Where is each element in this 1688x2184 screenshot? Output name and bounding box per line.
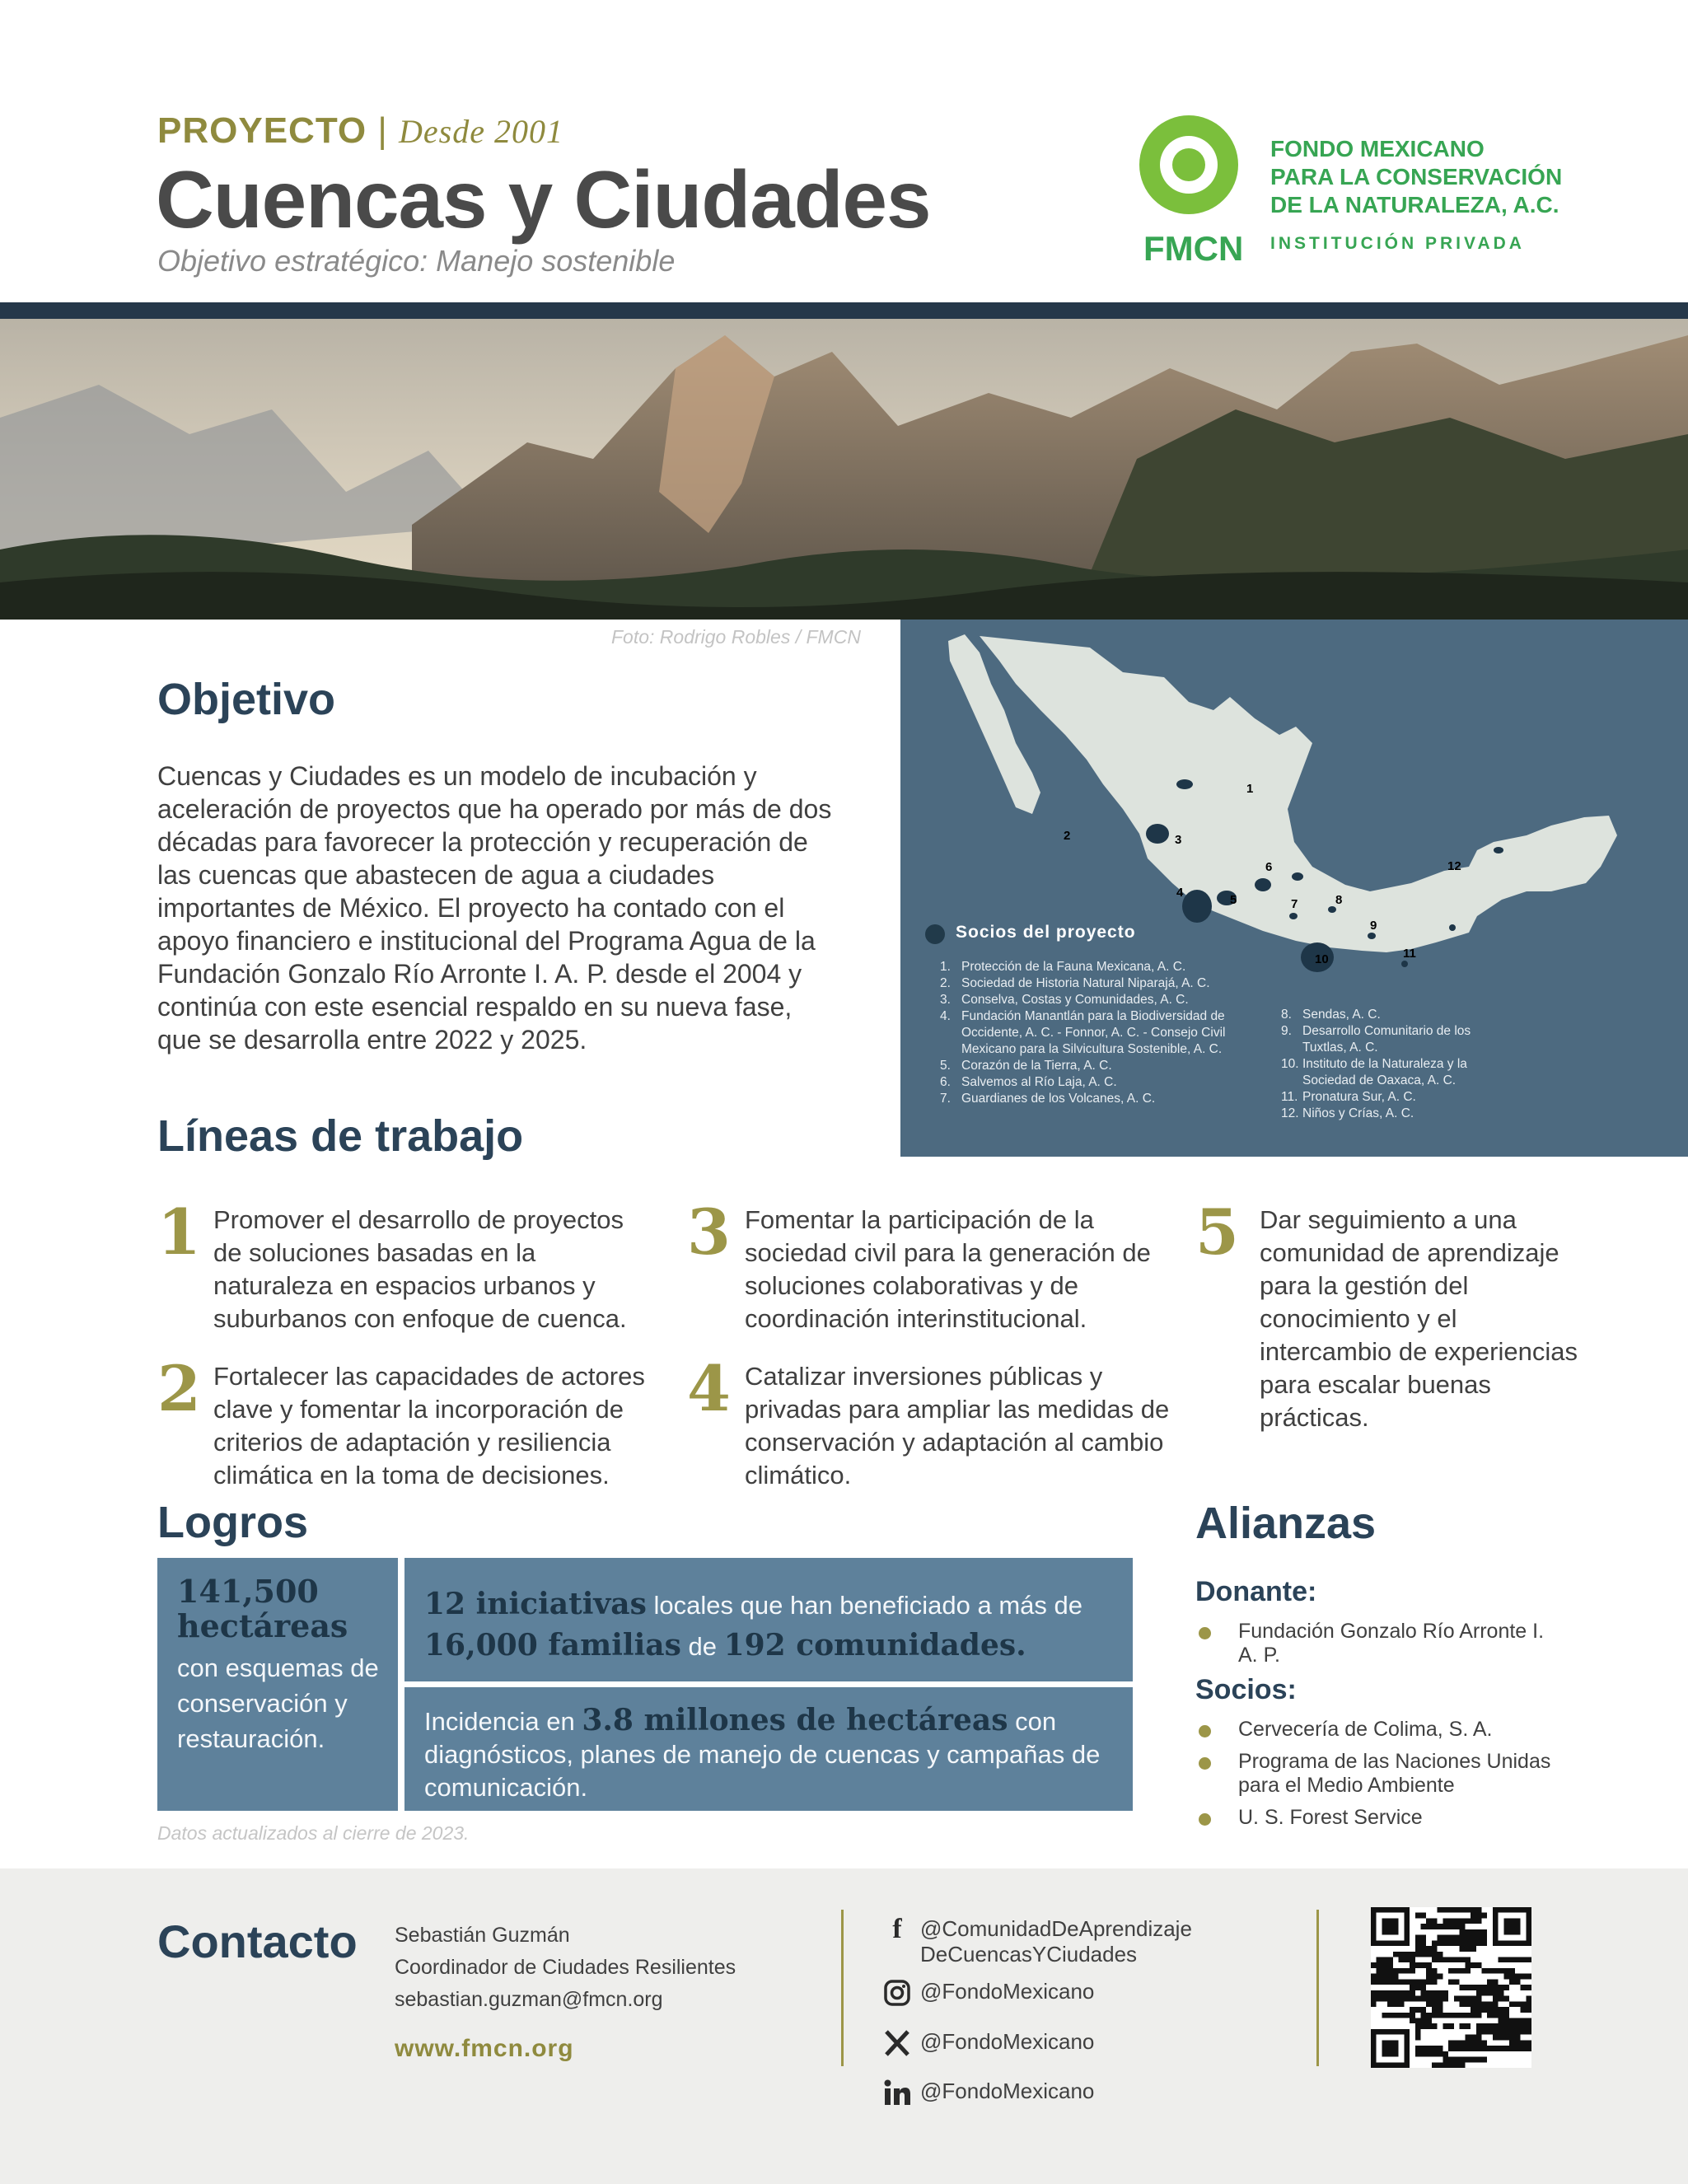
linkedin-link[interactable]: [920, 2079, 1094, 2104]
section-heading-contacto: Contacto: [157, 1915, 358, 1967]
list-item: [1195, 1718, 1566, 1742]
partner-name: Pronatura Sur, A. C.: [1302, 1090, 1416, 1104]
map-marker: 12: [1447, 859, 1461, 873]
achievement-box: [404, 1687, 1133, 1811]
partners-list-left: [940, 959, 1270, 1107]
socios-label: Socios:: [1195, 1674, 1297, 1705]
section-heading-alianzas: Alianzas: [1195, 1499, 1377, 1548]
work-line-number: 2: [157, 1352, 201, 1425]
achievement-text-part: con diagnósticos, planes de manejo de cuencas y campañas de comunicación.: [424, 1707, 1101, 1802]
contact-role: Coordinador de Ciudades Resilientes: [395, 1956, 736, 1979]
partner-item: [940, 992, 1270, 1008]
partner-name: Instituto de la Naturaleza y la Sociedad de Oaxaca, A. C.: [1302, 1057, 1467, 1087]
map-marker: 1: [1246, 782, 1254, 796]
achievement-text: [424, 1584, 1125, 1667]
facebook-handle: DeCuencasYCiudades: [920, 1942, 1138, 1967]
linkedin-handle: @FondoMexicano: [920, 2079, 1095, 2103]
partner-item: [940, 1074, 1270, 1091]
partner-name: Salvemos al Río Laja, A. C.: [961, 1075, 1117, 1089]
instagram-link[interactable]: [920, 1979, 1094, 2004]
achievement-figure: 192 comunidades.: [723, 1628, 1026, 1663]
section-heading-logros: Logros: [157, 1498, 308, 1547]
partner-item: [1281, 1056, 1495, 1089]
bullet-icon: [1199, 1757, 1211, 1770]
qr-code[interactable]: [1371, 1907, 1531, 2068]
partner-name: Desarrollo Comunitario de los Tuxtlas, A. C.: [1302, 1024, 1471, 1055]
socio-name: Cervecería de Colima, S. A.: [1238, 1718, 1493, 1741]
work-line-item: [687, 1352, 1170, 1492]
partner-number: 6.: [940, 1075, 951, 1089]
partner-item: [940, 1091, 1270, 1107]
objetivo-body: Cuencas y Ciudades es un modelo de incubación y aceleración de proyectos que ha operado por más de dos décadas para favorecer la protección y recuperación de las cuencas que abastecen de agua a ciudades importantes de México. El proyecto ha contado con el apoyo financiero e institucional del Programa Agua de la Fundación Gonzalo Río Arronte I. A. P. desde el 2004 y continúa con este esencial respaldo en su nueva fase, que se desarrolla entre 2022 y 2025.: [157, 761, 832, 1055]
page-title: Cuencas y Ciudades: [156, 154, 931, 245]
section-heading-lineas: Líneas de trabajo: [157, 1111, 524, 1161]
map-marker: 5: [1230, 893, 1237, 907]
x-icon: [882, 2029, 912, 2059]
work-line-text: Promover el desarrollo de proyectos de soluciones basadas en la naturaleza en espacios urbanos y suburbanos con enfoque de cuenca.: [213, 1205, 627, 1333]
partner-name: Sendas, A. C.: [1302, 1008, 1381, 1022]
list-item: [1195, 1750, 1566, 1798]
project-tag: [157, 110, 563, 152]
map-marker: 2: [1064, 829, 1071, 843]
partner-item: [940, 1058, 1270, 1074]
linkedin-icon: [882, 2079, 912, 2108]
socios-title: Socios del proyecto: [956, 923, 1136, 942]
facebook-handle: @ComunidadDeAprendizaje: [920, 1916, 1192, 1941]
contact-name: Sebastián Guzmán: [395, 1924, 570, 1947]
project-since: Desde 2001: [399, 113, 563, 150]
section-heading-objetivo: Objetivo: [157, 675, 336, 724]
partner-name: Guardianes de los Volcanes, A. C.: [961, 1092, 1156, 1106]
work-line-text: Fortalecer las capacidades de actores clave y fomentar la incorporación de criterios de adaptación y resiliencia climática en la toma de decisiones.: [213, 1362, 645, 1490]
instagram-handle: @FondoMexicano: [920, 1979, 1095, 2004]
partner-number: 1.: [940, 960, 951, 974]
donantes-list: [1195, 1620, 1566, 1676]
work-line-number: 3: [687, 1195, 731, 1269]
partner-item: [1281, 1007, 1495, 1023]
work-line-text: Fomentar la participación de la sociedad civil para la generación de soluciones colaborativas y de coordinación interinstitucional.: [745, 1205, 1151, 1333]
map-marker: 7: [1291, 897, 1298, 911]
achievement-box: [157, 1558, 398, 1811]
partner-number: 2.: [940, 976, 951, 990]
logo-org-line: DE LA NATURALEZA, A.C.: [1270, 192, 1559, 217]
map-marker: 9: [1370, 919, 1377, 933]
achievement-box: [404, 1558, 1133, 1681]
partner-name: Fundación Manantlán para la Biodiversidad de Occidente, A. C. - Fonnor, A. C. - Consejo Civil Mexicano para la Silvicultura Sostenible, A. C.: [961, 1009, 1226, 1056]
map-marker: 4: [1176, 886, 1184, 900]
map-marker: 6: [1265, 860, 1273, 874]
partner-number: 4.: [940, 1009, 951, 1023]
map-marker: 10: [1315, 952, 1329, 966]
bullet-icon: [1199, 1725, 1211, 1737]
list-item: [1195, 1806, 1566, 1830]
socio-name: U. S. Forest Service: [1238, 1806, 1423, 1829]
facebook-link[interactable]: [892, 1914, 1192, 1967]
project-separator: |: [377, 110, 388, 151]
instagram-icon: [882, 1979, 912, 2009]
list-item: [1195, 1620, 1566, 1667]
work-line-text: Dar seguimiento a una comunidad de aprendizaje para la gestión del conocimiento y el intercambio de experiencias para escalar buenas prácticas.: [1260, 1205, 1578, 1432]
partner-number: 8.: [1281, 1008, 1292, 1022]
logo-private-tag: INSTITUCIÓN PRIVADA: [1270, 234, 1525, 253]
donante-label: Donante:: [1195, 1576, 1317, 1607]
footer-divider: [841, 1910, 844, 2066]
logo-acronym: FMCN: [1143, 229, 1244, 268]
achievement-text-part: locales que han beneficiado a más de: [646, 1591, 1082, 1620]
work-line-number: 1: [157, 1195, 201, 1269]
socio-name: Programa de las Naciones Unidas para el Medio Ambiente: [1238, 1750, 1551, 1797]
socios-list: [1195, 1718, 1566, 1838]
project-label: PROYECTO: [157, 110, 367, 151]
logo-org-line: FONDO MEXICANO: [1270, 136, 1485, 161]
partner-number: 3.: [940, 993, 951, 1007]
header-divider-bar: [0, 302, 1688, 319]
work-line-item: [687, 1195, 1151, 1335]
map-marker: 3: [1175, 833, 1182, 847]
achievement-figure: 12 iniciativas: [424, 1587, 647, 1621]
achievement-text: con esquemas de conservación y restauración.: [177, 1653, 379, 1753]
partner-number: 5.: [940, 1059, 951, 1073]
x-handle: @FondoMexicano: [920, 2029, 1095, 2054]
x-link[interactable]: [920, 2029, 1094, 2055]
partner-name: Sociedad de Historia Natural Niparajá, A. C.: [961, 976, 1210, 990]
achievement-text-part: de: [680, 1632, 724, 1661]
map-marker: 11: [1403, 947, 1416, 961]
partner-number: 11.: [1281, 1090, 1298, 1104]
page-subtitle: Objetivo estratégico: Manejo sostenible: [157, 244, 676, 278]
partner-name: Corazón de la Tierra, A. C.: [961, 1059, 1112, 1073]
partners-map-panel: [900, 620, 1688, 1157]
bullet-icon: [1199, 1813, 1211, 1826]
achievement-figure: 3.8 millones de hectáreas: [582, 1703, 1008, 1737]
work-line-number: 5: [1195, 1195, 1239, 1269]
achievement-figure: 16,000 familias: [424, 1628, 681, 1663]
partner-number: 10.: [1281, 1057, 1299, 1071]
partner-item: [1281, 1023, 1495, 1056]
logo-org-name: [1270, 135, 1583, 219]
work-line-text: Catalizar inversiones públicas y privadas para ampliar las medidas de conservación y adaptación al cambio climático.: [745, 1362, 1170, 1490]
partner-name: Conselva, Costas y Comunidades, A. C.: [961, 993, 1189, 1007]
achievement-text-part: Incidencia en: [424, 1707, 582, 1736]
work-line-item: [157, 1195, 627, 1335]
partner-item: [1281, 1106, 1495, 1122]
work-line-number: 4: [687, 1352, 731, 1425]
website-link[interactable]: www.fmcn.org: [395, 2035, 574, 2062]
mountain-photo: [0, 319, 1688, 620]
partner-number: 9.: [1281, 1024, 1292, 1038]
contact-info: [395, 1920, 736, 2016]
partners-list-right: [1281, 1007, 1495, 1122]
achievement-text: [424, 1704, 1125, 1804]
work-line-item: [1195, 1195, 1657, 1451]
data-note: Datos actualizados al cierre de 2023.: [157, 1822, 470, 1844]
contact-email[interactable]: sebastian.guzman@fmcn.org: [395, 1988, 663, 2011]
logo-org-line: PARA LA CONSERVACIÓN: [1270, 164, 1563, 189]
bullet-icon: [1199, 1627, 1211, 1639]
partner-item: [940, 959, 1270, 975]
work-line-item: [157, 1352, 645, 1492]
map-marker: 8: [1335, 893, 1343, 907]
photo-credit: Foto: Rodrigo Robles / FMCN: [611, 626, 861, 648]
partner-item: [1281, 1089, 1495, 1106]
partner-number: 12.: [1281, 1106, 1299, 1120]
donante-name: Fundación Gonzalo Río Arronte I. A. P.: [1238, 1620, 1545, 1667]
partner-number: 7.: [940, 1092, 951, 1106]
footer-divider: [1316, 1910, 1319, 2066]
achievement-figure: 141,500 hectáreas: [177, 1573, 348, 1644]
partner-name: Niños y Crías, A. C.: [1302, 1106, 1414, 1120]
fmcn-logo-core: [1172, 148, 1205, 181]
partner-item: [940, 1008, 1270, 1058]
partner-name: Protección de la Fauna Mexicana, A. C.: [961, 960, 1186, 974]
legend-dot-icon: [925, 924, 945, 944]
partner-item: [940, 975, 1270, 992]
facebook-icon: f: [892, 1914, 902, 1944]
